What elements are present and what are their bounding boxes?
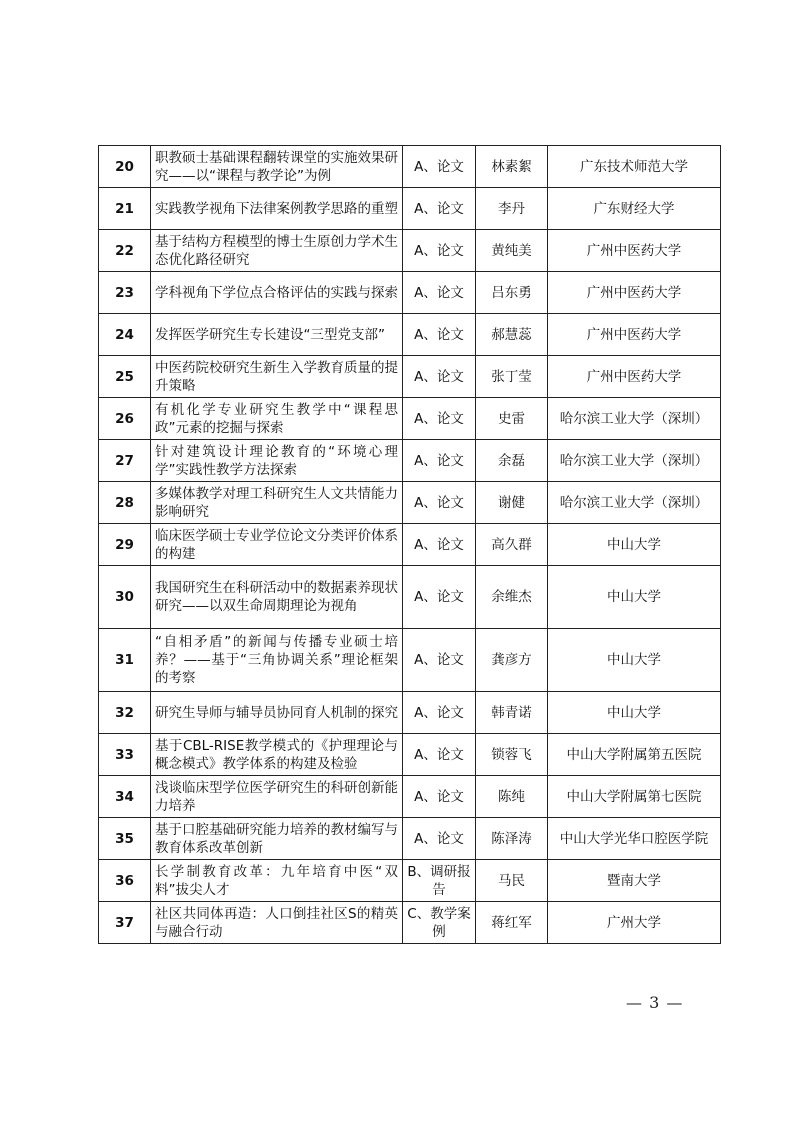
row-type: A、论文: [403, 776, 476, 818]
page-number: — 3 —: [626, 993, 684, 1012]
table-row: [99, 902, 721, 944]
row-number: 33: [99, 734, 151, 776]
row-person: 余维杰: [476, 566, 548, 629]
row-number: 26: [99, 398, 151, 440]
row-title: 我国研究生在科研活动中的数据素养现状研究——以双生命周期理论为视角: [151, 566, 403, 629]
row-title: 针对建筑设计理论教育的“环境心理学”实践性教学方法探索: [151, 440, 403, 482]
row-title: 多媒体教学对理工科研究生人文共情能力影响研究: [151, 482, 403, 524]
row-person: 马民: [476, 860, 548, 902]
row-person: 锁蓉飞: [476, 734, 548, 776]
row-type: A、论文: [403, 818, 476, 860]
row-type: A、论文: [403, 692, 476, 734]
row-org: 广州中医药大学: [548, 272, 721, 314]
row-type: A、论文: [403, 146, 476, 188]
row-title: 中医药院校研究生新生入学教育质量的提升策略: [151, 356, 403, 398]
row-org: 广州中医药大学: [548, 356, 721, 398]
row-type: A、论文: [403, 356, 476, 398]
awards-table: [98, 145, 721, 944]
row-type: A、论文: [403, 524, 476, 566]
row-number: 24: [99, 314, 151, 356]
row-title: 浅谈临床型学位医学研究生的科研创新能力培养: [151, 776, 403, 818]
row-person: 蒋红军: [476, 902, 548, 944]
row-number: 32: [99, 692, 151, 734]
row-org: 中山大学附属第五医院: [548, 734, 721, 776]
table-row: [99, 356, 721, 398]
row-title: 基于口腔基础研究能力培养的教材编写与教育体系改革创新: [151, 818, 403, 860]
row-number: 31: [99, 629, 151, 692]
row-type: A、论文: [403, 566, 476, 629]
row-title: 实践教学视角下法律案例教学思路的重塑: [151, 188, 403, 230]
row-number: 23: [99, 272, 151, 314]
row-org: 中山大学: [548, 629, 721, 692]
row-type: A、论文: [403, 482, 476, 524]
row-type: C、教学案例: [403, 902, 476, 944]
row-person: 张丁莹: [476, 356, 548, 398]
row-org: 广州中医药大学: [548, 314, 721, 356]
table-row: [99, 566, 721, 629]
row-person: 吕东勇: [476, 272, 548, 314]
row-person: 龚彦方: [476, 629, 548, 692]
row-org: 广州中医药大学: [548, 230, 721, 272]
row-number: 22: [99, 230, 151, 272]
table-row: [99, 146, 721, 188]
row-number: 34: [99, 776, 151, 818]
row-title: 学科视角下学位点合格评估的实践与探索: [151, 272, 403, 314]
row-org: 哈尔滨工业大学（深圳）: [548, 482, 721, 524]
table-row: [99, 818, 721, 860]
row-type: A、论文: [403, 272, 476, 314]
row-number: 25: [99, 356, 151, 398]
row-title: 基于结构方程模型的博士生原创力学术生态优化路径研究: [151, 230, 403, 272]
row-title: 研究生导师与辅导员协同育人机制的探究: [151, 692, 403, 734]
table-row: [99, 776, 721, 818]
row-person: 郝慧蕊: [476, 314, 548, 356]
row-number: 21: [99, 188, 151, 230]
row-title: 职教硕士基础课程翻转课堂的实施效果研究——以“课程与教学论”为例: [151, 146, 403, 188]
row-org: 中山大学: [548, 524, 721, 566]
table-row: [99, 230, 721, 272]
row-type: A、论文: [403, 398, 476, 440]
row-person: 韩青诺: [476, 692, 548, 734]
row-number: 27: [99, 440, 151, 482]
row-type: A、论文: [403, 629, 476, 692]
row-org: 哈尔滨工业大学（深圳）: [548, 440, 721, 482]
row-number: 36: [99, 860, 151, 902]
row-person: 陈纯: [476, 776, 548, 818]
row-number: 29: [99, 524, 151, 566]
row-person: 陈泽涛: [476, 818, 548, 860]
table-row: [99, 524, 721, 566]
row-person: 李丹: [476, 188, 548, 230]
table-row: [99, 314, 721, 356]
table-row: [99, 692, 721, 734]
row-org: 中山大学附属第七医院: [548, 776, 721, 818]
row-title: 临床医学硕士专业学位论文分类评价体系的构建: [151, 524, 403, 566]
row-org: 中山大学: [548, 692, 721, 734]
row-person: 高久群: [476, 524, 548, 566]
table-row: [99, 629, 721, 692]
row-type: A、论文: [403, 734, 476, 776]
table-row: [99, 272, 721, 314]
row-type: A、论文: [403, 230, 476, 272]
table-row: [99, 188, 721, 230]
row-title: “自相矛盾”的新闻与传播专业硕士培养？——基于“三角协调关系”理论框架的考察: [151, 629, 403, 692]
row-person: 余磊: [476, 440, 548, 482]
table-row: [99, 482, 721, 524]
row-number: 20: [99, 146, 151, 188]
row-person: 史雷: [476, 398, 548, 440]
row-type: A、论文: [403, 188, 476, 230]
row-title: 有机化学专业研究生教学中“课程思政”元素的挖掘与探索: [151, 398, 403, 440]
row-org: 暨南大学: [548, 860, 721, 902]
row-person: 谢健: [476, 482, 548, 524]
row-type: B、调研报告: [403, 860, 476, 902]
row-person: 林素絮: [476, 146, 548, 188]
row-number: 30: [99, 566, 151, 629]
table-body: [99, 146, 721, 944]
row-type: A、论文: [403, 314, 476, 356]
table-row: [99, 734, 721, 776]
row-org: 哈尔滨工业大学（深圳）: [548, 398, 721, 440]
table-row: [99, 440, 721, 482]
row-type: A、论文: [403, 440, 476, 482]
row-org: 中山大学光华口腔医学院: [548, 818, 721, 860]
row-title: 发挥医学研究生专长建设“三型党支部”: [151, 314, 403, 356]
row-org: 广东技术师范大学: [548, 146, 721, 188]
table-row: [99, 398, 721, 440]
row-title: 长学制教育改革：九年培育中医“双料”拔尖人才: [151, 860, 403, 902]
table-row: [99, 860, 721, 902]
row-title: 基于CBL-RISE教学模式的《护理理论与概念模式》教学体系的构建及检验: [151, 734, 403, 776]
row-person: 黄纯美: [476, 230, 548, 272]
row-title: 社区共同体再造：人口倒挂社区S的精英与融合行动: [151, 902, 403, 944]
row-number: 28: [99, 482, 151, 524]
row-number: 37: [99, 902, 151, 944]
row-number: 35: [99, 818, 151, 860]
row-org: 中山大学: [548, 566, 721, 629]
row-org: 广州大学: [548, 902, 721, 944]
row-org: 广东财经大学: [548, 188, 721, 230]
